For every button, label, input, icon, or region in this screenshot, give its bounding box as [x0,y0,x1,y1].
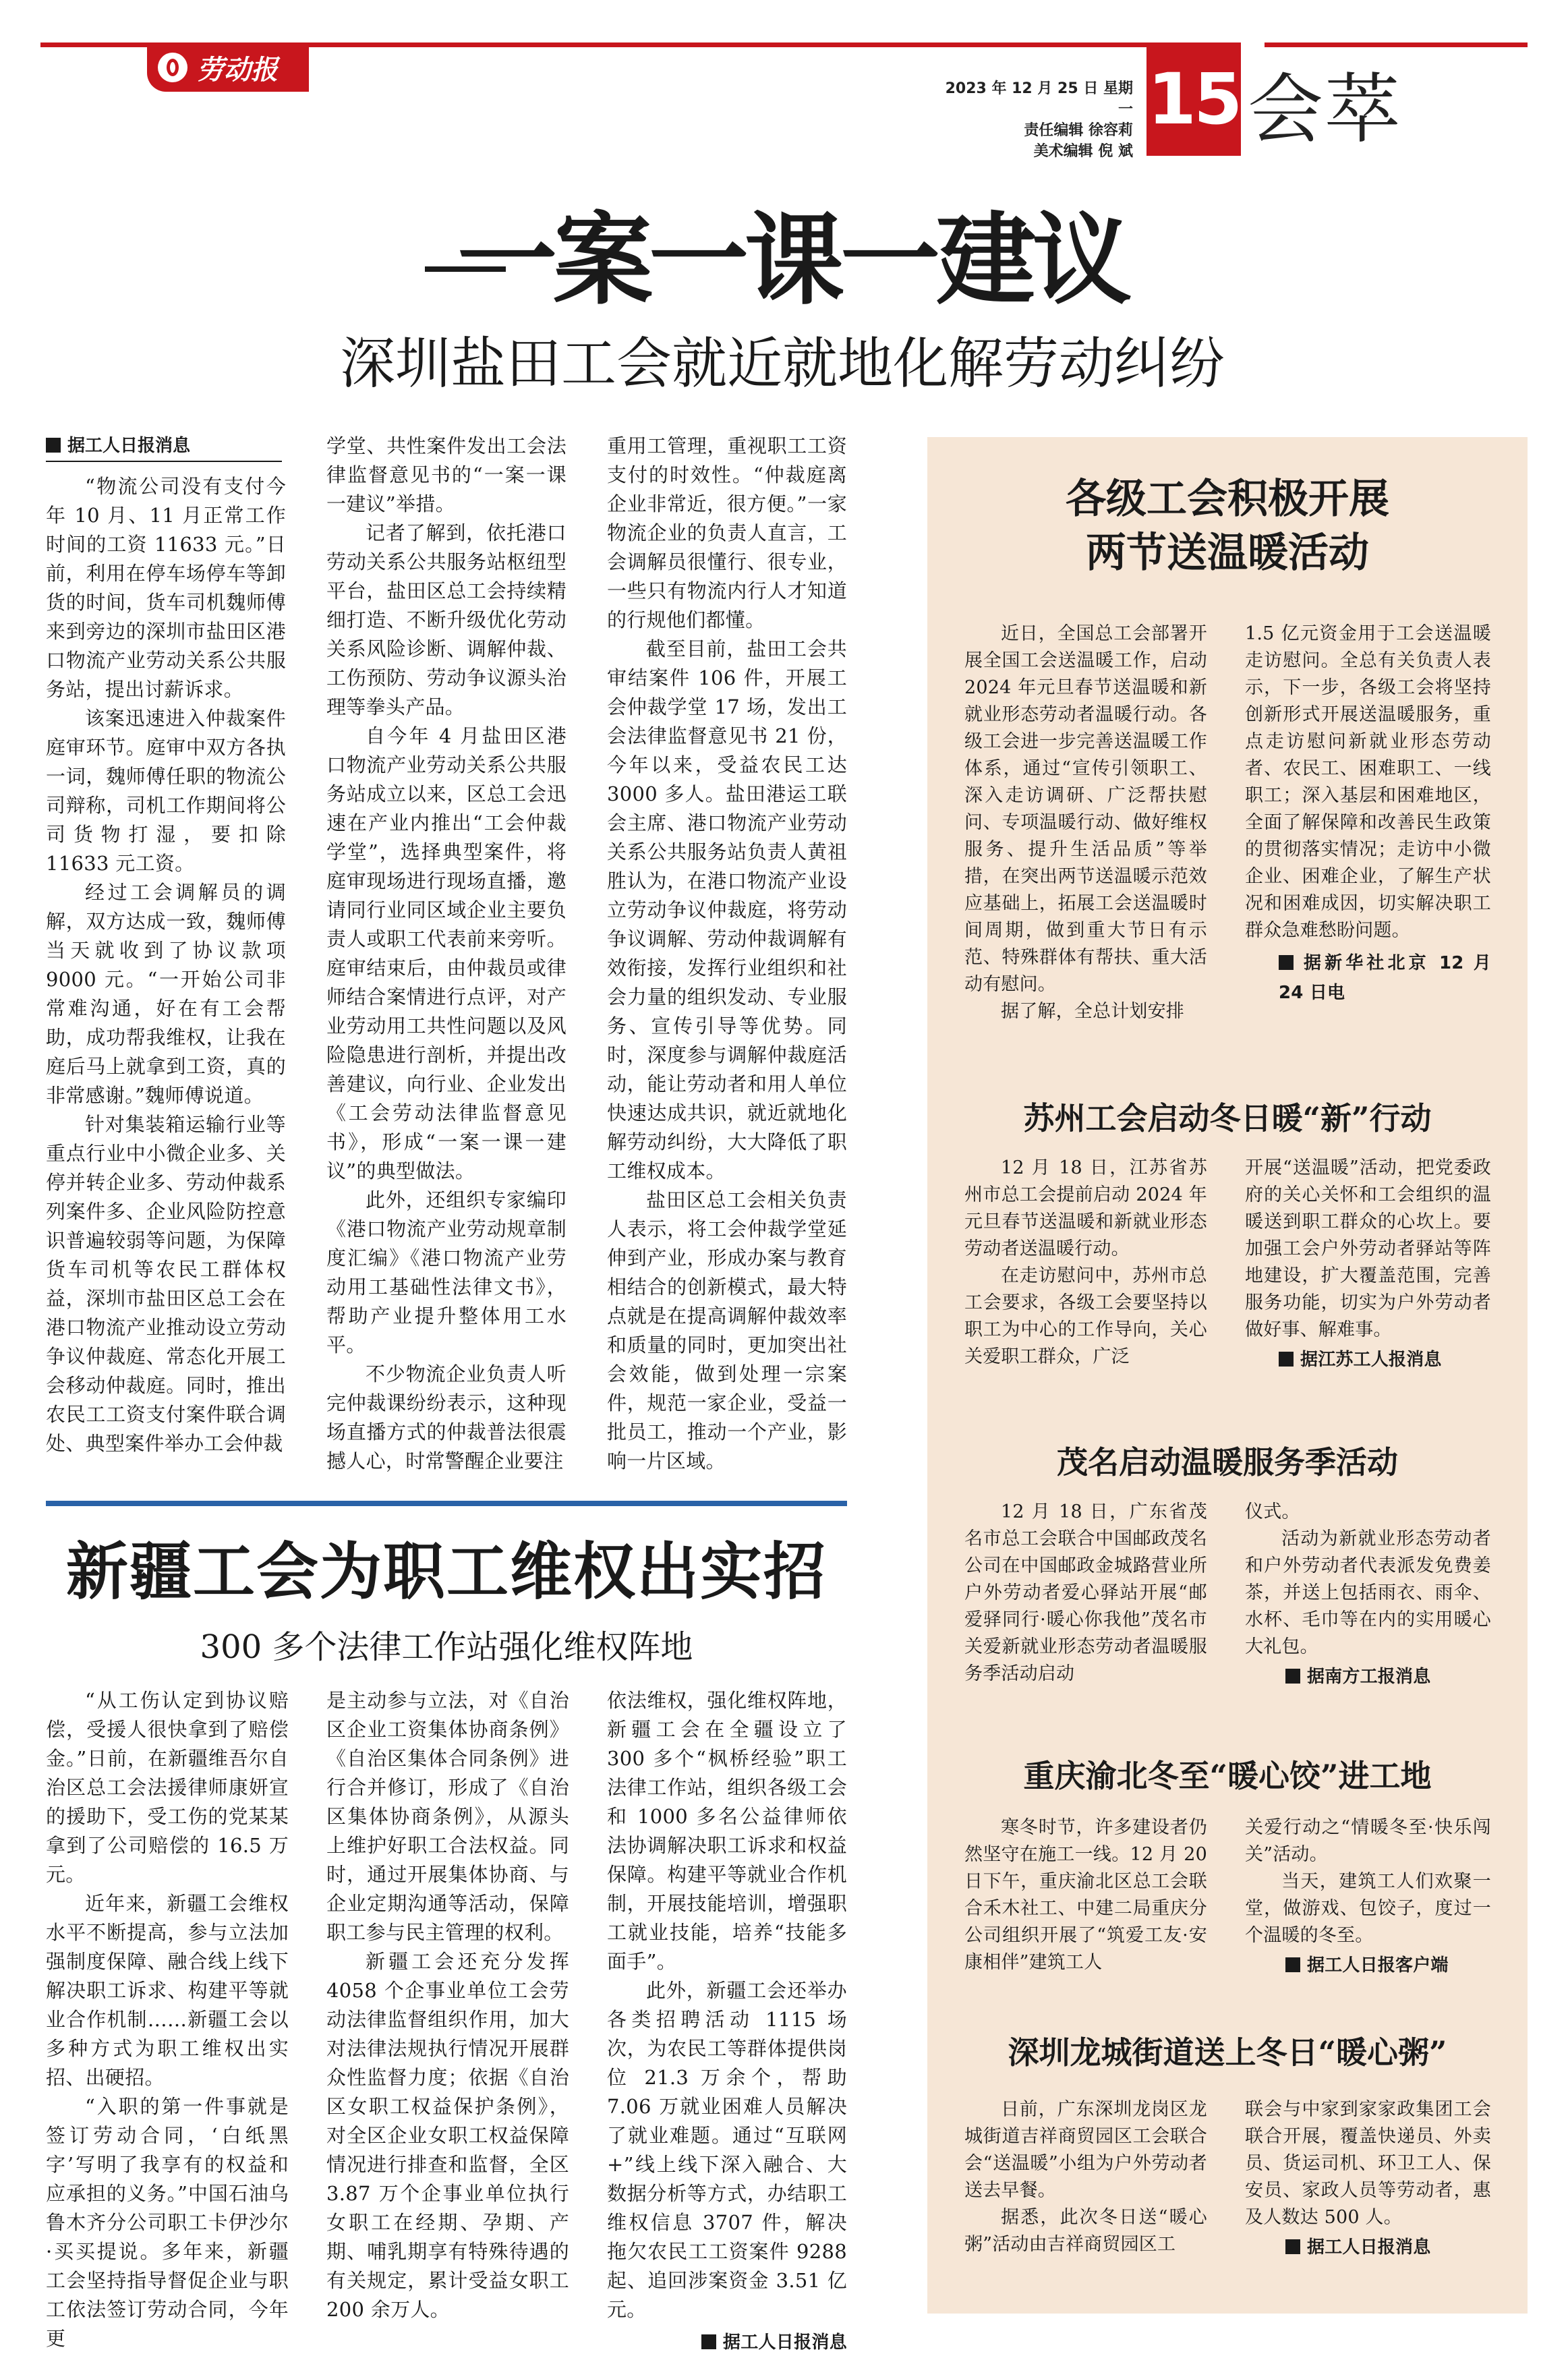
paragraph: 是主动参与立法，对《自治区企业工资集体协商条例》《自治区集体合同条例》进行合并修订，形成了《自治区集体协商条例》，从源头上维护好职工合法权益。同时，通过开展集体协商、与企业定期沟通等活动，保障职工参与民主管理的权利。 [326,1689,569,1944]
paragraph: 不少物流企业负责人听完仲裁课纷纷表示，这种现场直播方式的仲裁普法很震撼人心，时常警醒企业要注 [326,1362,567,1472]
sidebar-story-4-col-left [964,1814,1207,1976]
sidebar-story-2-col-right [1245,1155,1491,1373]
paragraph: 据了解，全总计划安排 [1001,1001,1184,1022]
logo-text: 劳动报 [197,53,278,86]
lead-column-1 [46,472,286,1458]
sidebar-story-title: 重庆渝北冬至“暖心饺”进工地 [1023,1758,1432,1794]
paragraph: 仪式。 [1245,1501,1300,1522]
paragraph: 重用工管理，重视职工工资支付的时效性。“仲裁庭离企业非常近，很方便。”一家物流企业的负责人直言，工会调解员很懂行、很专业，一些只有物流内行人才知道的行规他们都懂。 [607,434,847,631]
section-divider-rule [46,1501,847,1506]
paragraph: 盐田区总工会相关负责人表示，将工会仲裁学堂延伸到产业，形成办案与教育相结合的创新模式，最大特点就是在提高调解仲裁效率和质量的同时，更加突出社会效能，做到处理一宗案件，规范一家企业，受益一批员工，推动一个产业，影响一片区域。 [607,1188,847,1472]
paragraph: 自今年 4 月盐田区港口物流产业劳动关系公共服务站成立以来，区总工会迅速在产业内推出“工会仲裁学堂”，选择典型案件，将庭审现场进行现场直播，邀请同行业同区域企业主要负责人或职工代表前来旁听。庭审结束后，由仲裁员或律师结合案情进行点评，对产业劳动用工共性问题以及风险隐患进行剖析，并提出改善建议，向行业、企业发出《工会劳动法律监督意见书》，形成“一案一课一建议”的典型做法。 [326,724,567,1182]
paragraph: 在走访慰问中，苏州市总工会要求，各级工会要坚持以职工为中心的工作导向，关心关爱职工群众，广泛 [964,1265,1207,1367]
paragraph: 当天，建筑工人们欢聚一堂，做游戏、包饺子，度过一个温暖的冬至。 [1245,1871,1491,1946]
source-marker-icon [701,2334,716,2349]
top-rule-right [1265,42,1528,47]
xinjiang-source: 据工人日报消息 [607,2327,847,2356]
sidebar-story-4 [927,1754,1528,1798]
source-marker-icon [1279,1352,1294,1367]
sidebar-story-3-col-left [964,1499,1207,1688]
source-marker-icon [1279,955,1294,970]
sidebar-story-5-col-left [964,2096,1207,2258]
source-marker-icon [1285,1957,1300,1972]
sidebar-story-1 [927,472,1528,580]
sidebar-story-2-col-left [964,1155,1207,1371]
sidebar-story-source: 据南方工报消息 [1245,1663,1491,1690]
source-marker-icon [1285,2239,1300,2254]
source-marker-icon [1285,1669,1300,1684]
sidebar-story-source: 据工人日报客户端 [1245,1952,1491,1979]
sidebar-story-title: 各级工会积极开展 两节送温暖活动 [1066,476,1389,577]
sidebar-story-source: 据工人日报消息 [1245,2234,1491,2261]
sidebar-story-title: 茂名启动温暖服务季活动 [1057,1444,1398,1481]
paragraph: 针对集装箱运输行业等重点行业中小微企业多、关停并转企业多、劳动仲裁系列案件多、企业风险防控意识普遍较弱等问题，为保障货车司机等农民工群体权益，深圳市盐田区总工会在港口物流产业推动设立劳动争议仲裁庭、常态化开展工会移动仲裁庭。同时，推出农民工工资支付案件联合调处、典型案件举办工会仲裁 [46,1113,286,1455]
paragraph: 寒冬时节，许多建设者仍然坚守在施工一线。12 月 20 日下午，重庆渝北区总工会联合禾木社工、中建二局重庆分公司组织开展了“筑爱工友·安康相伴”建筑工人 [964,1817,1207,1973]
logo-mark-icon [158,53,187,82]
page-number: 15 [1147,58,1240,140]
sidebar-story-3-col-right [1245,1499,1491,1690]
sidebar-story-title: 深圳龙城街道送上冬日“暖心粥” [1008,2034,1447,2071]
paragraph: “物流公司没有支付今年 10 月、11 月正常工作时间的工资 11633 元。”日前，利用在停车场停车等卸货的时间，货车司机魏师傅来到旁边的深圳市盐田区港口物流产业劳动关系公共服务站，提出讨薪诉求。 [46,475,286,701]
paragraph: 活动为新就业形态劳动者和户外劳动者代表派发免费姜茶，并送上包括雨衣、雨伞、水杯、毛巾等在内的实用暖心大礼包。 [1245,1528,1491,1657]
lead-column-3 [607,432,847,1476]
lead-column-2 [326,432,567,1476]
sidebar-story-1-col-right [1245,621,1491,1008]
paragraph: 联会与中家到家家政集团工会联合开展，覆盖快递员、外卖员、货运司机、环卫工人、保安员、家政人员等劳动者，惠及人数达 500 人。 [1245,2099,1491,2228]
paragraph: 此外，还组织专家编印《港口物流产业劳动规章制度汇编》《港口物流产业劳动用工基础性法律文书》，帮助产业提升整体用工水平。 [326,1188,567,1356]
date-line: 2023 年 12 月 25 日 星期一 [945,80,1133,118]
date-block [931,78,1133,162]
paragraph: 据悉，此次冬日送“暖心粥”活动由吉祥商贸园区工 [964,2207,1207,2255]
paragraph: 1.5 亿元资金用于工会送温暖走访慰问。全总有关负责人表示，下一步，各级工会将坚持创新形式开展送温暖服务，重点走访慰问新就业形态劳动者、农民工、困难职工、一线职工；深入基层和困难地区，全面了解保障和改善民生政策的贯彻落实情况；走访中小微企业、困难企业，了解生产状况和困难成因，切实解决职工群众急难愁盼问题。 [1245,623,1491,941]
paragraph: 该案迅速进入仲裁案件庭审环节。庭审中双方各执一词，魏师傅任职的物流公司辩称，司机工作期间将公司货物打湿，要扣除 11633 元工资。 [46,707,286,875]
paragraph: “入职的第一件事就是签订劳动合同，‘白纸黑字’写明了我享有的权益和应承担的义务。”中国石油乌鲁木齐分公司职工卡伊沙尔·买买提说。多年来，新疆工会坚持指导督促企业与职工依法签订劳动合同，今年更 [46,2095,289,2350]
paragraph: 开展“送温暖”活动，把党委政府的关心关怀和工会组织的温暖送到职工群众的心坎上。要加强工会户外劳动者驿站等阵地建设，扩大覆盖范围，完善服务功能，切实为户外劳动者做好事、解难事。 [1245,1157,1491,1340]
paragraph: 截至目前，盐田工会共审结案件 106 件，开展工会仲裁学堂 17 场，发出工会法律监督意见书 21 份，今年以来，受益农民工达 3000 多人。盐田港运工联会主席、港口物流产业劳动关系公共服务站负责人黄祖胜认为，在港口物流产业设立劳动争议仲裁庭，将劳动争议调解、劳动仲裁调解有效衔接，发挥行业组织和社会力量的组织发动、专业服务、宣传引导等优势。同时，深度参与调解仲裁庭活动，能让劳动者和用人单位快速达成共识，就近就地化解劳动纠纷，大大降低了职工维权成本。 [607,637,847,1182]
page-number-badge [1146,42,1241,156]
paragraph: 近年来，新疆工会维权水平不断提高，参与立法加强制度保障、融合线上线下解决职工诉求、构建平等就业合作机制……新疆工会以多种方式为职工维权出实招、出硬招。 [46,1892,289,2089]
paragraph: “从工伤认定到协议赔偿，受援人很快拿到了赔偿金。”日前，在新疆维吾尔自治区总工会法援律师康妍宣的援助下，受工伤的党某某拿到了公司赔偿的 16.5 万元。 [46,1689,289,1886]
sidebar-story-3 [927,1440,1528,1485]
source-marker-icon [46,438,61,453]
sidebar-story-source: 据江苏工人报消息 [1245,1346,1491,1373]
lead-headline: 一案一课一建议 [457,201,1128,318]
paragraph: 经过工会调解员的调解，双方达成一致，魏师傅当天就收到了协议款项 9000 元。“一开始公司非常难沟通，好在有工会帮助，成功帮我维权，让我在庭后马上就拿到工资，真的非常感谢。”魏师傅说道。 [46,881,286,1107]
paragraph: 记者了解到，依托港口劳动关系公共服务站枢纽型平台，盐田区总工会持续精细打造、不断升级优化劳动关系风险诊断、调解仲裁、工伤预防、劳动争议源头治理等拳头产品。 [326,521,567,718]
editor-line: 责任编辑 徐容莉 [1024,122,1133,139]
xinjiang-column-2 [326,1686,569,2324]
lead-subheadline: 深圳盐田工会就近就地化解劳动纠纷 [339,332,1225,396]
xinjiang-column-3 [607,1686,847,2356]
paragraph: 新疆工会还充分发挥 4058 个企事业单位工会劳动法律监督组织作用，加大对法律法规执行情况开展群众性监督力度；依据《自治区女职工权益保护条例》，对全区企业女职工权益保障情况进行排查和监督，全区 3.87 万个企事业单位执行女职工在经期、孕期、产期、哺乳期享有特殊待遇的有关规定，累计受益女职工 200 余万人。 [326,1950,569,2321]
paragraph: 日前，广东深圳龙岗区龙城街道吉祥商贸园区工会联合会“送温暖”小组为户外劳动者送去早餐。 [964,2099,1207,2201]
sidebar-story-2 [927,1096,1528,1141]
lead-source: 据工人日报消息 [46,432,282,462]
paper-logo [147,43,309,92]
sidebar-story-1-col-left [964,621,1207,1025]
paragraph: 此外，新疆工会还举办各类招聘活动 1115 场次，为农民工等群体提供岗位 21.3 万余个，帮助 7.06 万就业困难人员解决了就业难题。通过“互联网+”线上线下深入融合、大数据分析等方式，办结职工维权信息 3707 件，解决拖欠农民工工资案件 9288 起、追回涉案资金 3.51 亿元。 [607,1979,847,2321]
xinjiang-headline: 新疆工会为职工维权出实招 [65,1535,827,1608]
xinjiang-subheadline: 300 多个法律工作站强化维权阵地 [200,1628,693,1666]
paragraph: 关爱行动之“情暖冬至·快乐闯关”活动。 [1245,1817,1491,1865]
sidebar-story-4-col-right [1245,1814,1491,1979]
paragraph: 12 月 18 日，江苏省苏州市总工会提前启动 2024 年元旦春节送温暖和新就业形态劳动者送温暖行动。 [964,1157,1207,1259]
sidebar-story-5 [927,2030,1528,2075]
sidebar-story-5-col-right [1245,2096,1491,2261]
paragraph: 近日，全国总工会部署开展全国工会送温暖工作，启动 2024 年元旦春节送温暖和新就业形态劳动者温暖行动。各级工会进一步完善送温暖工作体系，通过“宣传引领职工、深入走访调研、广泛帮扶慰问、专项温暖行动、做好维权服务、提升生活品质”等举措，在突出两节送温暖示范效应基础上，拓展工会送温暖时间周期，做到重大节日有示范、特殊群体有帮扶、重大活动有慰问。 [964,623,1207,995]
paragraph: 12 月 18 日，广东省茂名市总工会联合中国邮政茂名公司在中国邮政金城路营业所户外劳动者爱心驿站开展“邮爱驿同行·暖心你我他”茂名市关爱新就业形态劳动者温暖服务季活动启动 [964,1501,1207,1684]
sidebar-story-title: 苏州工会启动冬日暖“新”行动 [1023,1100,1432,1137]
xinjiang-column-1 [46,1686,289,2353]
section-name: 会萃 [1248,65,1401,154]
paragraph: 学堂、共性案件发出工会法律监督意见书的“一案一课一建议”举措。 [326,434,567,515]
art-editor-line: 美术编辑 倪 斌 [1033,143,1133,160]
sidebar-story-source: 据新华社北京 12 月 24 日电 [1279,953,1491,1003]
paragraph: 依法维权，强化维权阵地，新疆工会在全疆设立了 300 多个“枫桥经验”职工法律工作站，组织各级工会和 1000 多名公益律师依法协调解决职工诉求和权益保障。构建平等就业合作机制，开展技能培训，增强职工就业技能，培养“技能多面手”。 [607,1689,847,1973]
